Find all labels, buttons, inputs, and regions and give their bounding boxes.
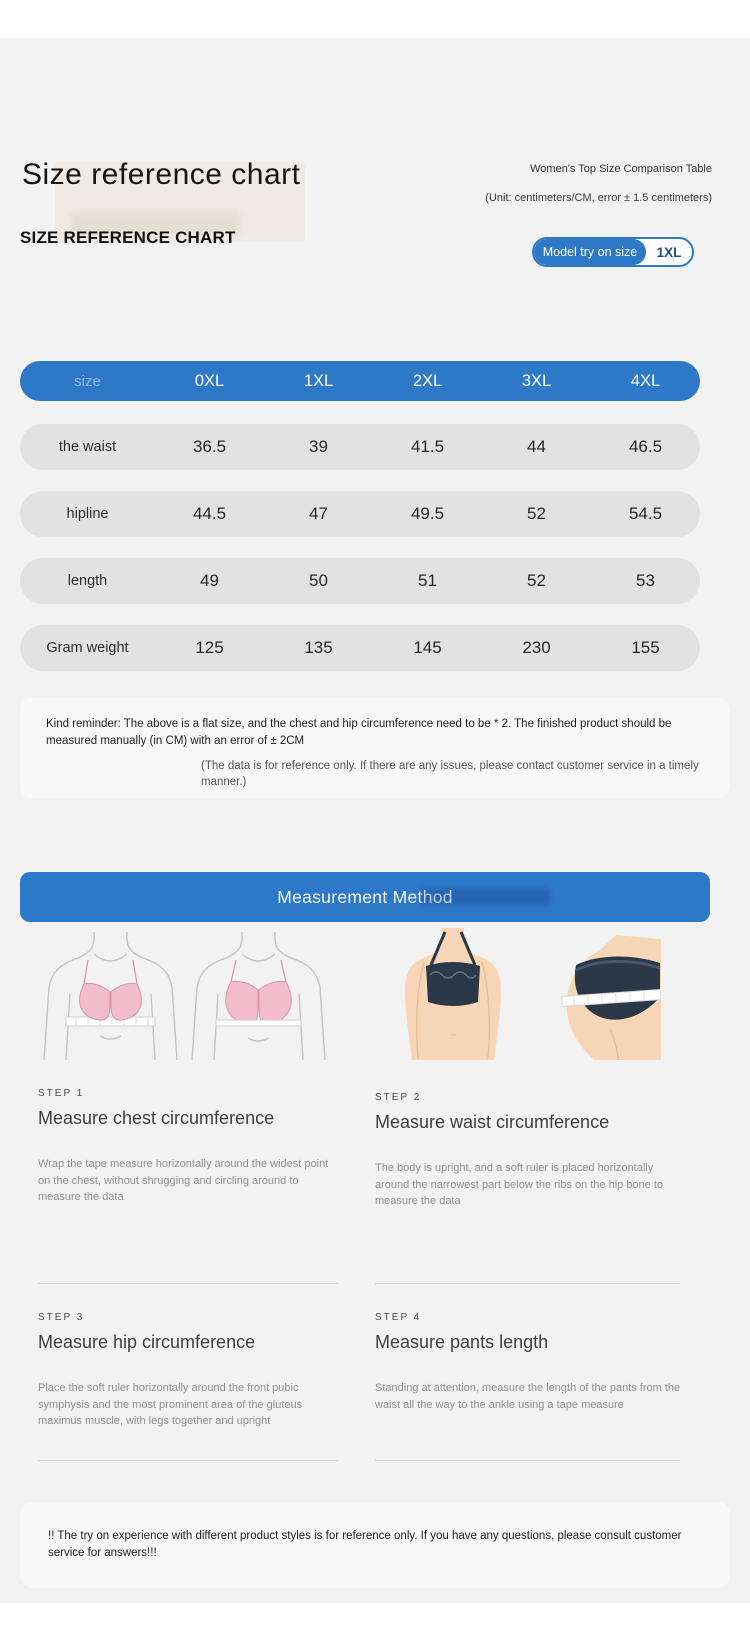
cell-value: 53	[636, 571, 655, 590]
row-label: the waist	[58, 439, 117, 455]
cell-value: 49.5	[410, 504, 445, 523]
chest-bust-figure	[186, 932, 331, 1060]
step-label: STEP 4	[375, 1312, 422, 1323]
divider	[375, 1283, 680, 1284]
cell-value: 39	[309, 437, 328, 456]
chest-underbust-figure	[38, 932, 183, 1060]
page-title-caps: SIZE REFERENCE CHART	[20, 228, 236, 247]
step-description: The body is upright, and a soft ruler is placed horizontally around the narrowest part below the ribs on the hip bone to measure the data	[375, 1162, 664, 1207]
divider	[375, 1460, 680, 1461]
cell-value: 51	[418, 571, 437, 590]
step-1-block	[38, 1088, 343, 1206]
step-3-block	[38, 1312, 343, 1430]
divider	[38, 1460, 338, 1461]
step-description: Wrap the tape measure horizontally around the widest point on the chest, without shrugging and circling around to measure the data	[38, 1158, 329, 1203]
header-right	[392, 163, 712, 204]
table-row-length	[20, 558, 700, 604]
row-label: hipline	[66, 506, 109, 522]
cell-value: 50	[309, 571, 328, 590]
row-label: length	[67, 573, 108, 589]
cell-value: 125	[195, 638, 224, 657]
size-table-header	[20, 361, 700, 401]
hip-measure-figure	[556, 935, 661, 1060]
step-4-block	[375, 1312, 685, 1413]
kind-reminder-text: Kind reminder: The above is a flat size, and the chest and hip circumference need to be * 2. The finished product should be measured manually (in CM) with an error of ± 2CM	[46, 718, 672, 747]
size-col-1xl: 1XL	[303, 371, 334, 390]
step-description: Standing at attention, measure the length of the pants from the waist all the way to the ankle using a tape measure	[375, 1382, 681, 1411]
size-col-0xl: 0XL	[194, 371, 225, 390]
table-row-hipline	[20, 491, 700, 537]
tryon-disclaimer-box	[20, 1502, 730, 1588]
model-tryon-size-value: 1XL	[656, 244, 682, 260]
cell-value: 36.5	[192, 437, 227, 456]
step-2-block	[375, 1092, 685, 1210]
cell-value: 44.5	[192, 504, 227, 523]
table-row-gram-weight	[20, 625, 700, 671]
step-label: STEP 3	[38, 1312, 85, 1323]
model-tryon-size-button[interactable]	[532, 237, 694, 267]
unit-note: (Unit: centimeters/CM, error ± 1.5 centimeters)	[485, 192, 712, 204]
waist-measure-figure	[398, 928, 508, 1060]
step-title: Measure chest circumference	[38, 1108, 275, 1128]
cell-value: 145	[413, 638, 442, 657]
step-label: STEP 1	[38, 1088, 85, 1099]
cell-value: 47	[309, 504, 328, 523]
banner-smudge	[420, 889, 550, 905]
divider	[38, 1283, 338, 1284]
step-title: Measure hip circumference	[38, 1332, 256, 1352]
cell-value: 54.5	[628, 504, 663, 523]
size-col-2xl: 2XL	[412, 371, 443, 390]
table-row-waist	[20, 424, 700, 470]
cell-value: 230	[522, 638, 551, 657]
reference-note-text: (The data is for reference only. If there are any issues, please contact customer service in a timely manner.)	[201, 760, 699, 788]
step-description: Place the soft ruler horizontally around the front pubic symphysis and the most prominent area of the gluteus maximus muscle, with legs together and upright	[38, 1382, 303, 1427]
measurement-method-title: Measurement Method	[277, 886, 453, 907]
cell-value: 52	[527, 504, 546, 523]
cell-value: 41.5	[410, 437, 445, 456]
size-col-3xl: 3XL	[521, 371, 552, 390]
cell-value: 49	[200, 571, 219, 590]
size-col-4xl: 4XL	[630, 371, 661, 390]
step-title: Measure pants length	[375, 1332, 549, 1352]
page-title: Size reference chart	[22, 158, 301, 191]
tryon-disclaimer-text: !! The try on experience with different product styles is for reference only. If you have any questions, please consult customer service for answers!!!	[48, 1530, 682, 1560]
cell-value: 46.5	[628, 437, 663, 456]
step-title: Measure waist circumference	[375, 1112, 610, 1132]
cell-value: 155	[631, 638, 660, 657]
cell-value: 135	[304, 638, 333, 657]
kind-reminder-box	[20, 698, 730, 798]
measurement-method-banner	[20, 872, 710, 922]
cell-value: 52	[527, 571, 546, 590]
model-tryon-label: Model try on size	[534, 239, 646, 265]
step-label: STEP 2	[375, 1092, 422, 1103]
cell-value: 44	[527, 437, 546, 456]
table-subtitle: Women's Top Size Comparison Table	[530, 163, 712, 175]
row-label: Gram weight	[46, 640, 129, 656]
size-table-corner-label: size	[74, 372, 101, 390]
